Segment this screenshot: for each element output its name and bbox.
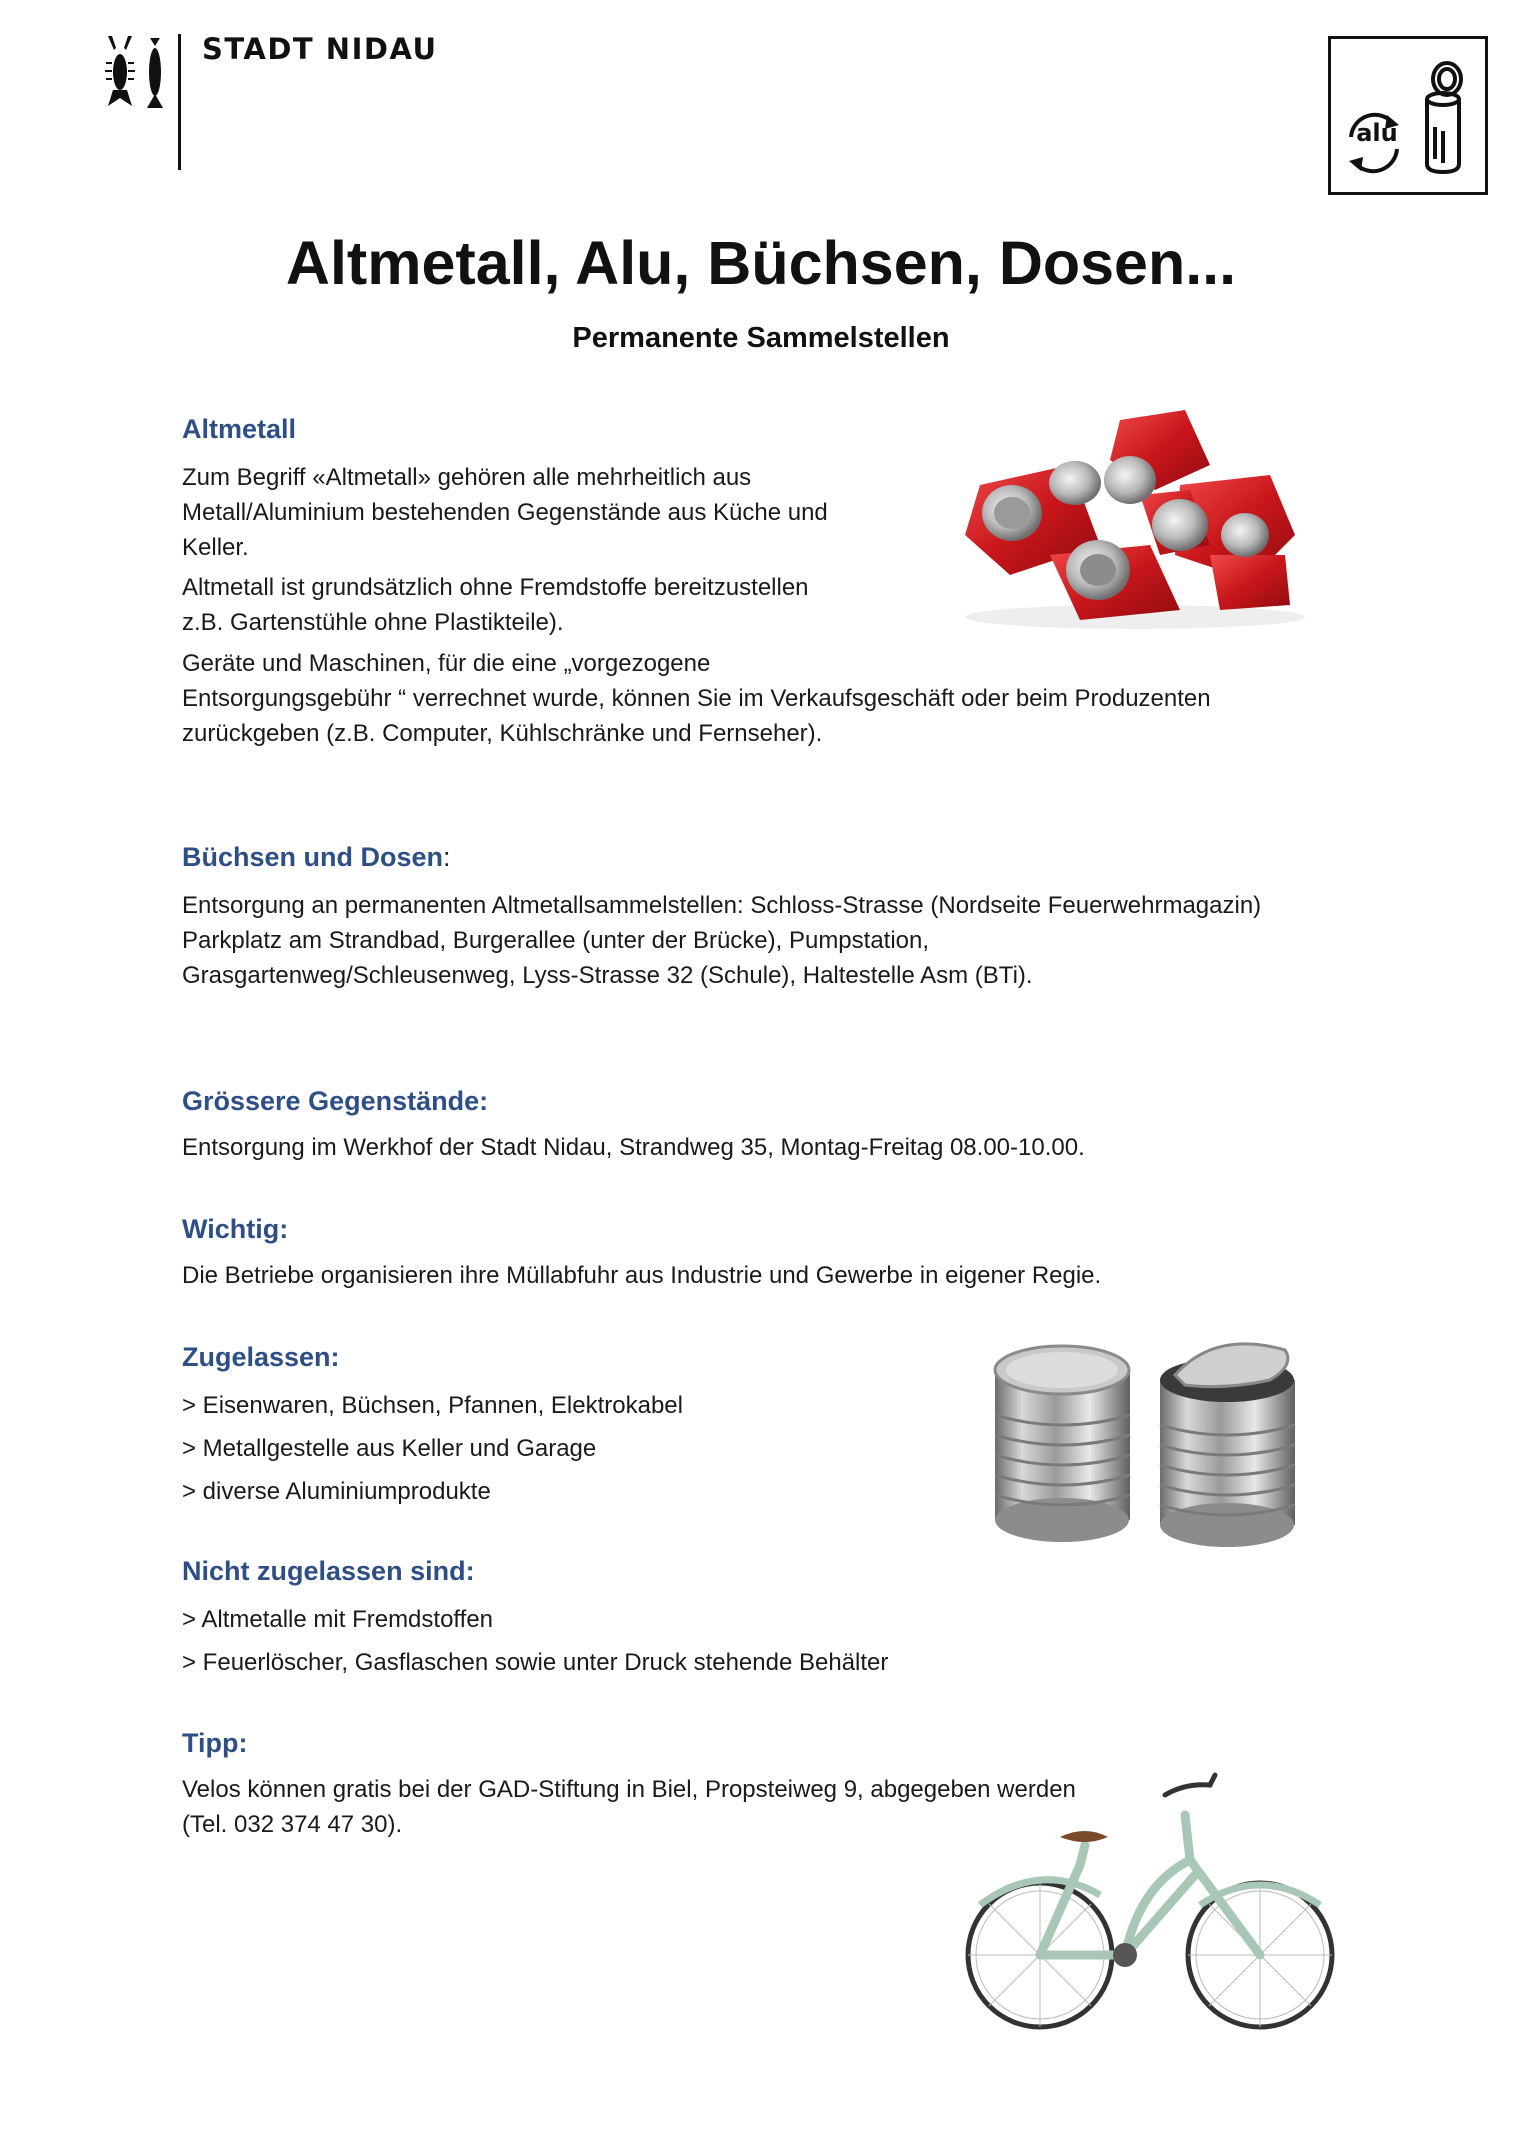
organization-name: STADT NIDAU bbox=[202, 32, 438, 66]
altmetall-para-3 bbox=[182, 646, 1211, 751]
text-line: Entsorgungsgebühr “ verrechnet wurde, können Sie im Verkaufsgeschäft oder beim Produzenten bbox=[182, 685, 1211, 712]
recycle-can-icon bbox=[1331, 39, 1485, 192]
alu-recycling-badge bbox=[1328, 36, 1488, 195]
list-item: > Altmetalle mit Fremdstoffen bbox=[182, 1606, 494, 1633]
heading-groessere-gegenstaende: Grössere Gegenstände: bbox=[182, 1086, 489, 1116]
heading-colon: : bbox=[443, 842, 451, 872]
text-line: Entsorgung an permanenten Altmetallsammelstellen: Schloss-Strasse (Nordseite Feuerwehrmagazin) bbox=[182, 892, 1262, 919]
text-line: Parkplatz am Strandbad, Burgerallee (unter der Brücke), Pumpstation, bbox=[182, 927, 930, 954]
list-item: > Metallgestelle aus Keller und Garage bbox=[182, 1435, 597, 1462]
crushed-cans-image bbox=[950, 405, 1310, 635]
text-line: Zum Begriff «Altmetall» gehören alle mehrheitlich aus bbox=[182, 464, 752, 491]
list-item: > diverse Aluminiumprodukte bbox=[182, 1478, 491, 1505]
wichtig-text bbox=[182, 1258, 1101, 1293]
heading-altmetall: Altmetall bbox=[182, 414, 297, 444]
heading-buechsen-dosen bbox=[182, 842, 451, 873]
groessere-text bbox=[182, 1130, 1085, 1165]
city-crest-icon bbox=[100, 32, 172, 112]
heading-wichtig: Wichtig: bbox=[182, 1214, 289, 1244]
text-line: Keller. bbox=[182, 534, 249, 561]
list-item: > Eisenwaren, Büchsen, Pfannen, Elektrokabel bbox=[182, 1392, 683, 1419]
tipp-text bbox=[182, 1772, 1076, 1842]
buechsen-text bbox=[182, 888, 1261, 993]
page-subtitle: Permanente Sammelstellen bbox=[572, 322, 950, 354]
text-line: Metall/Aluminium bestehenden Gegenstände aus Küche und bbox=[182, 499, 828, 526]
text-line: Entsorgung im Werkhof der Stadt Nidau, Strandweg 35, Montag-Freitag 08.00-10.00. bbox=[182, 1134, 1085, 1161]
altmetall-para-2 bbox=[182, 570, 809, 640]
alu-label: alu bbox=[1356, 119, 1398, 147]
text-line: Geräte und Maschinen, für die eine „vorgezogene bbox=[182, 650, 711, 677]
tin-cans-image bbox=[985, 1335, 1320, 1560]
text-line: zurückgeben (z.B. Computer, Kühlschränke und Fernseher). bbox=[182, 720, 823, 747]
text-line: z.B. Gartenstühle ohne Plastikteile). bbox=[182, 609, 564, 636]
altmetall-para-1 bbox=[182, 460, 828, 565]
text-line: Altmetall ist grundsätzlich ohne Fremdstoffe bereitzustellen bbox=[182, 574, 809, 601]
text-line: Die Betriebe organisieren ihre Müllabfuhr aus Industrie und Gewerbe in eigener Regie. bbox=[182, 1262, 1102, 1289]
heading-nicht-zugelassen: Nicht zugelassen sind: bbox=[182, 1556, 475, 1586]
header-divider bbox=[178, 34, 181, 170]
heading-zugelassen: Zugelassen: bbox=[182, 1342, 340, 1372]
nicht-zugelassen-list bbox=[182, 1598, 888, 1684]
heading-text: Büchsen und Dosen bbox=[182, 842, 444, 872]
heading-tipp: Tipp: bbox=[182, 1728, 248, 1758]
page-title: Altmetall, Alu, Büchsen, Dosen... bbox=[285, 229, 1237, 297]
bicycle-image bbox=[960, 1755, 1340, 2045]
zugelassen-list bbox=[182, 1384, 683, 1513]
list-item: > Feuerlöscher, Gasflaschen sowie unter Druck stehende Behälter bbox=[182, 1649, 889, 1676]
text-line: (Tel. 032 374 47 30). bbox=[182, 1811, 403, 1838]
text-line: Velos können gratis bei der GAD-Stiftung in Biel, Propsteiweg 9, abgegeben werden bbox=[182, 1776, 1076, 1803]
text-line: Grasgartenweg/Schleusenweg, Lyss-Strasse 32 (Schule), Haltestelle Asm (BTi). bbox=[182, 962, 1033, 989]
